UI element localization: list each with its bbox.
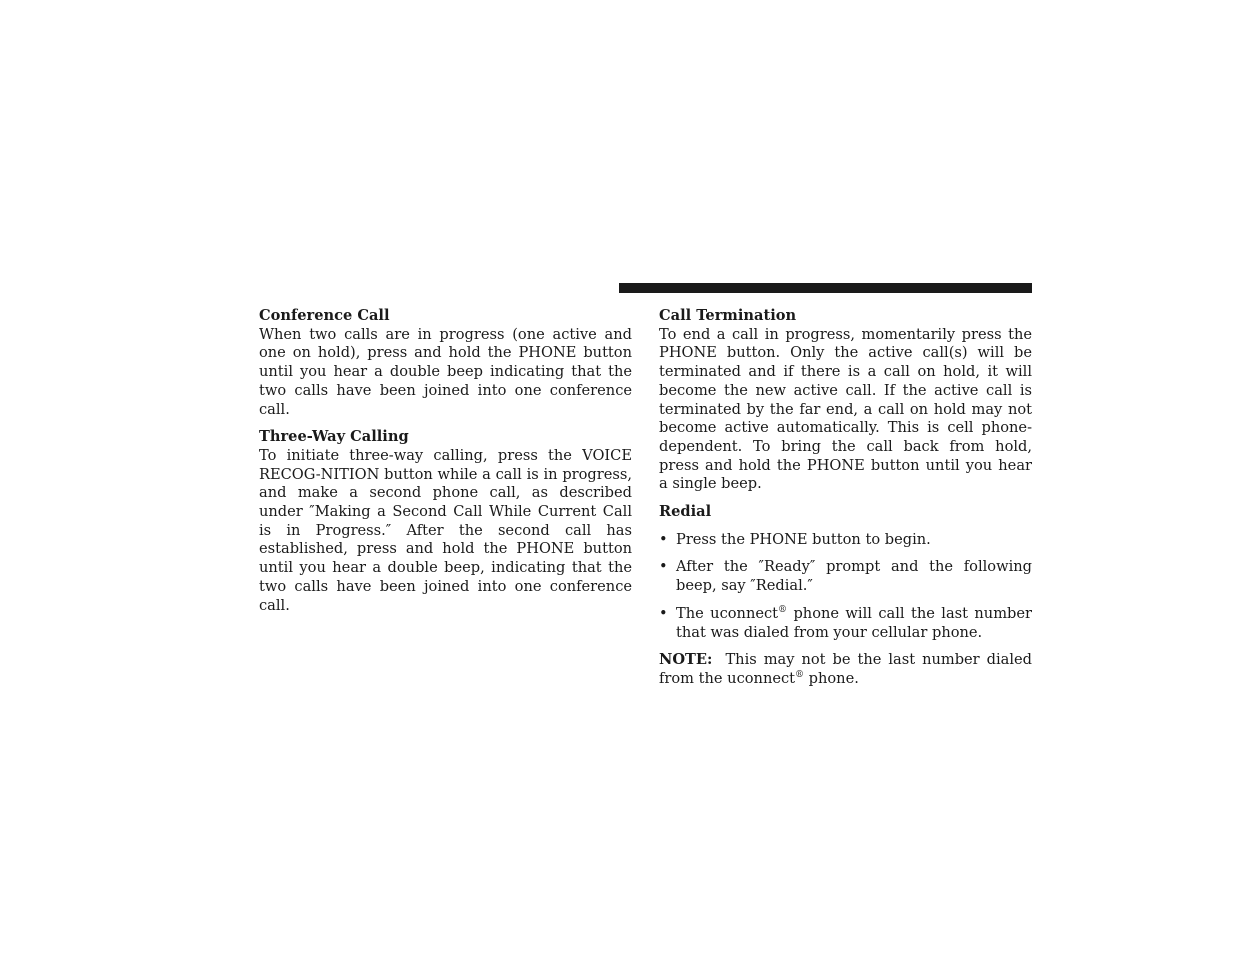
registered-mark: ®: [778, 604, 788, 615]
right-column: [659, 307, 1032, 698]
list-item: [659, 531, 1032, 550]
conference-call-body: When two calls are in progress (one active and one on hold), press and hold the PHONE button until you hear a double beep indicating that the two calls have been joined into one conference call.: [259, 325, 632, 418]
note-paragraph: [659, 651, 1032, 688]
redial-step-3: [676, 605, 1032, 641]
list-item: [659, 605, 1032, 642]
redial-step-3-text-start: The uconnect: [676, 604, 779, 622]
bullet-icon: •: [659, 558, 668, 576]
three-way-calling-heading: Three-Way Calling: [259, 428, 409, 446]
call-termination-heading: Call Termination: [659, 307, 797, 324]
bullet-icon: •: [659, 604, 668, 622]
list-item: [659, 558, 1032, 595]
redial-step-2: After the ″Ready″ prompt and the following beep, say ″Redial.″: [676, 558, 1032, 595]
note-label: NOTE:: [659, 651, 713, 669]
bullet-icon: •: [659, 530, 668, 548]
note-text-end: phone.: [804, 669, 859, 687]
registered-mark: ®: [795, 670, 805, 681]
note-text-start: This may not be the last number dialed from the uconnect: [659, 651, 1033, 687]
redial-list: [659, 531, 1032, 643]
call-termination-body: To end a call in progress, momentarily press the PHONE button. Only the active call(s) will be terminated and if there is a call on hold, it will become the new active call. If the active call is terminated by the far end, a call on hold may not become active automatically. This is cell phone-dependent. To bring the call back from hold, press and hold the PHONE button until you hear a single beep.: [659, 325, 1032, 493]
conference-call-heading: Conference Call: [259, 307, 390, 324]
three-way-calling-body: To initiate three-way calling, press the VOICE RECOG-NITION button while a call is in progress, and make a second phone call, as described under ″Making a Second Call While Current Call is in Progress.″ After the second call has established, press and hold the PHONE button until you hear a double beep, indicating that the two calls have been joined into one conference call.: [259, 446, 632, 614]
section-header-bar: [619, 283, 1032, 293]
redial-step-1: Press the PHONE button to begin.: [676, 530, 931, 548]
redial-heading: Redial: [659, 503, 712, 521]
redial-step-3-text-end: phone will call the last number that was dialed from your cellular phone.: [676, 604, 1033, 641]
left-column: [259, 307, 632, 624]
